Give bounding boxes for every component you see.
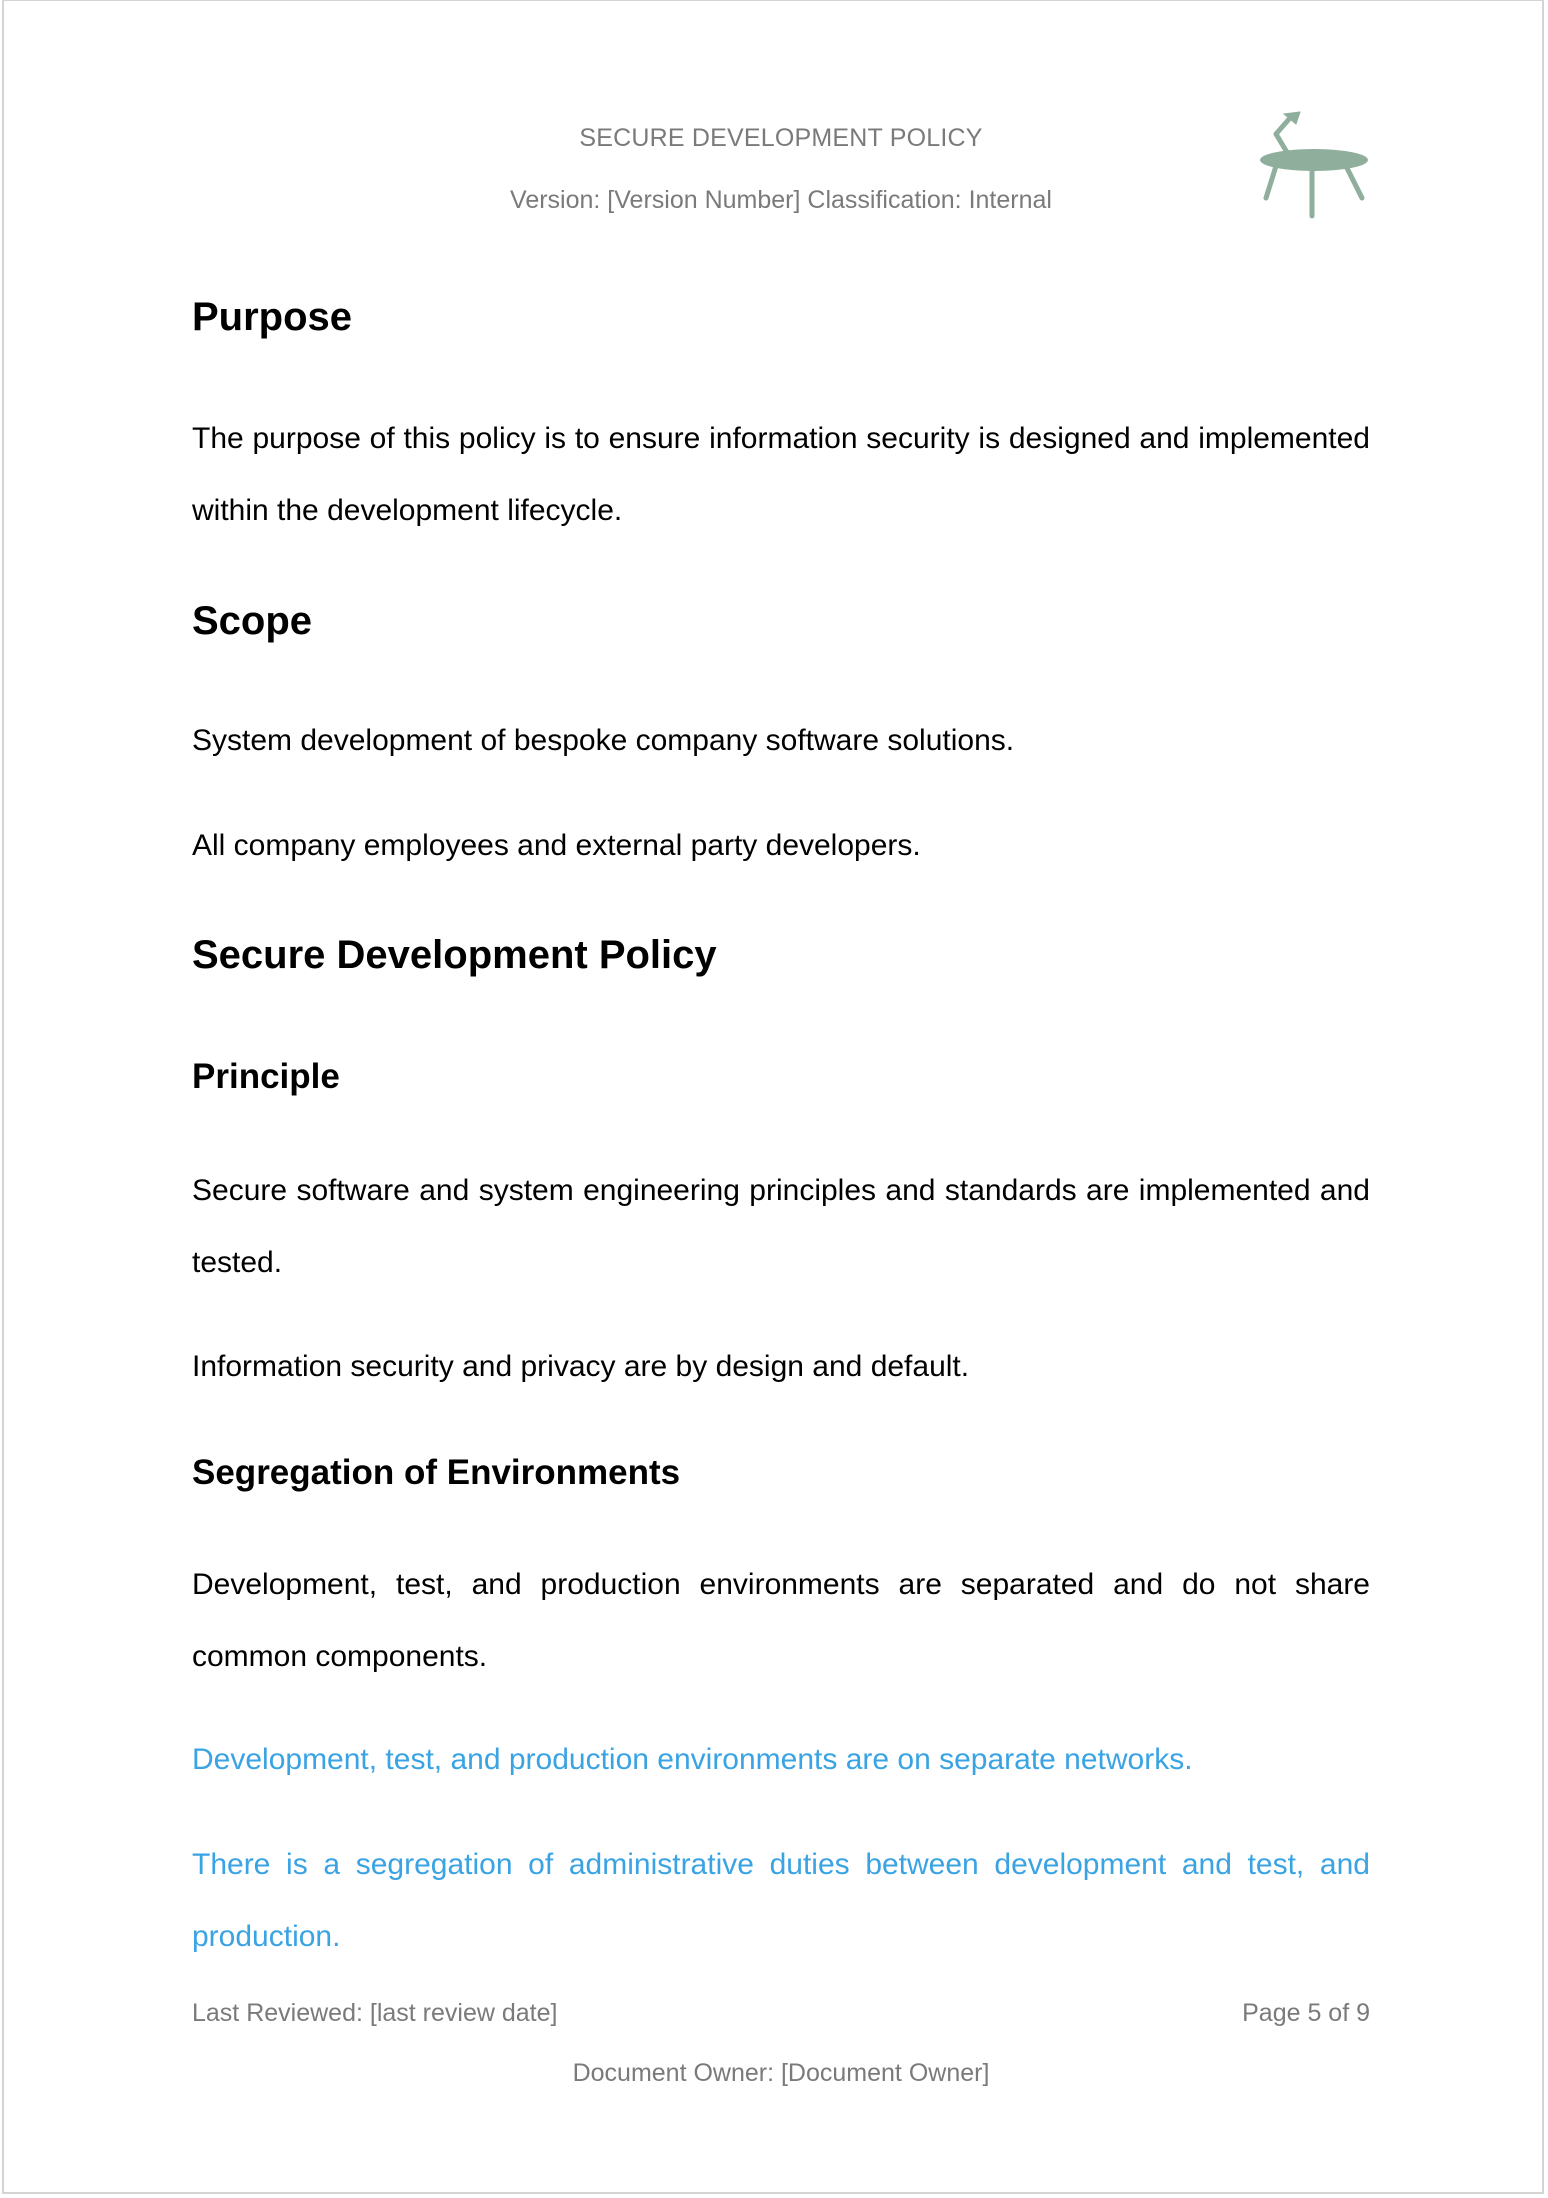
table-lamp-logo-icon: [1258, 110, 1372, 220]
segregation-text-2: Development, test, and production environments are on separate networks.: [192, 1743, 1193, 1776]
principle-text-2: Information security and privacy are by design and default.: [192, 1350, 970, 1383]
header-version: Version: [Version Number] Classification: Internal: [510, 186, 1052, 214]
segregation-heading: Segregation of Environments: [192, 1453, 681, 1492]
scope-line-2: All company employees and external party developers.: [192, 829, 921, 862]
last-reviewed: Last Reviewed: [last review date]: [192, 1999, 558, 2027]
policy-heading: Secure Development Policy: [192, 933, 717, 977]
document-owner: Document Owner: [Document Owner]: [572, 2059, 990, 2087]
purpose-heading: Purpose: [192, 295, 353, 339]
purpose-text: The purpose of this policy is to ensure information security is designed and implemented within the development lifecycle.: [192, 422, 1370, 527]
principle-text-1: Secure software and system engineering principles and standards are implemented and tested.: [192, 1174, 1370, 1279]
scope-line-1: System development of bespoke company software solutions.: [192, 724, 1015, 757]
header-title: SECURE DEVELOPMENT POLICY: [579, 124, 983, 152]
page-number: Page 5 of 9: [1242, 1999, 1370, 2027]
scope-heading: Scope: [192, 599, 313, 643]
segregation-text-3: There is a segregation of administrative duties between development and test, and production.: [192, 1848, 1370, 1953]
segregation-text-1: Development, test, and production environments are separated and do not share common components.: [192, 1568, 1370, 1673]
principle-heading: Principle: [192, 1057, 340, 1096]
